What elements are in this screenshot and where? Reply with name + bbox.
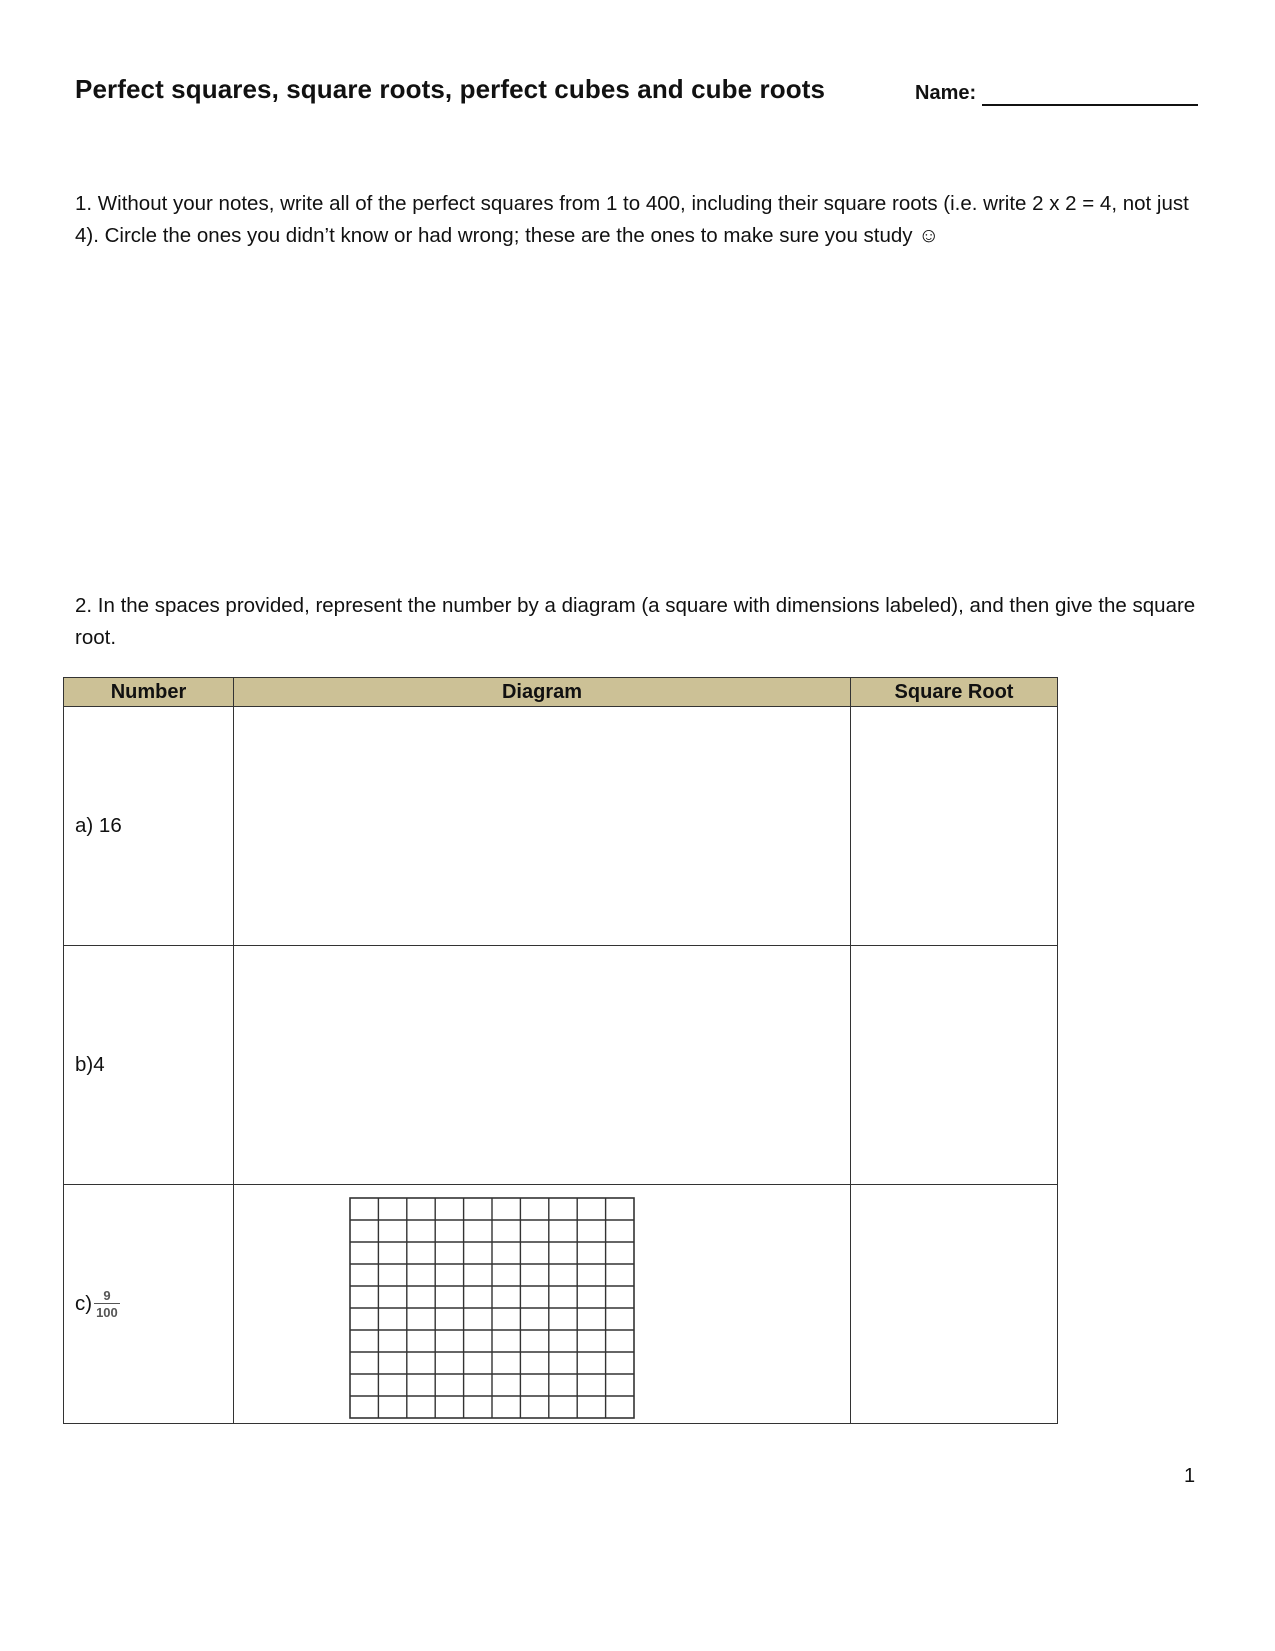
square-root-cell-b[interactable] [851, 946, 1058, 1185]
question-2-text: 2. In the spaces provided, represent the number by a diagram (a square with dimensions labeled), and then give the square root. [75, 594, 1196, 649]
diagram-cell-a[interactable] [234, 707, 851, 946]
header-diagram: Diagram [234, 678, 851, 707]
table-row [64, 1185, 1058, 1424]
name-blank-line[interactable] [982, 104, 1198, 106]
fraction [94, 1288, 120, 1320]
square-root-table [63, 677, 1058, 1424]
table-row [64, 946, 1058, 1185]
diagram-cell-b[interactable] [234, 946, 851, 1185]
page-title: Perfect squares, square roots, perfect cubes and cube roots [75, 74, 826, 104]
number-label-c: c) [75, 1292, 93, 1315]
diagram-cell-c[interactable] [234, 1185, 851, 1424]
header-number: Number [64, 678, 234, 707]
question-1-text: 1. Without your notes, write all of the perfect squares from 1 to 400, including their square roots (i.e. write 2 x 2 = 4, not just 4). Circle the ones you didn’t know or had wrong; these are the ones to make sure you study ☺ [75, 192, 1189, 247]
number-label-b: b)4 [75, 1053, 105, 1076]
square-root-cell-c[interactable] [851, 1185, 1058, 1424]
number-cell-b [64, 946, 234, 1185]
hundred-grid [349, 1197, 635, 1419]
fraction-numerator: 9 [103, 1288, 111, 1303]
number-cell-c [64, 1185, 234, 1424]
square-root-cell-a[interactable] [851, 707, 1058, 946]
fraction-denominator: 100 [96, 1305, 118, 1320]
name-label: Name: [915, 82, 977, 104]
table-header-row [64, 678, 1058, 707]
page-number: 1 [1184, 1465, 1196, 1487]
table-row [64, 707, 1058, 946]
number-label-a: a) 16 [75, 814, 122, 837]
fraction-label [75, 1288, 120, 1320]
header-square-root: Square Root [851, 678, 1058, 707]
number-cell-a [64, 707, 234, 946]
